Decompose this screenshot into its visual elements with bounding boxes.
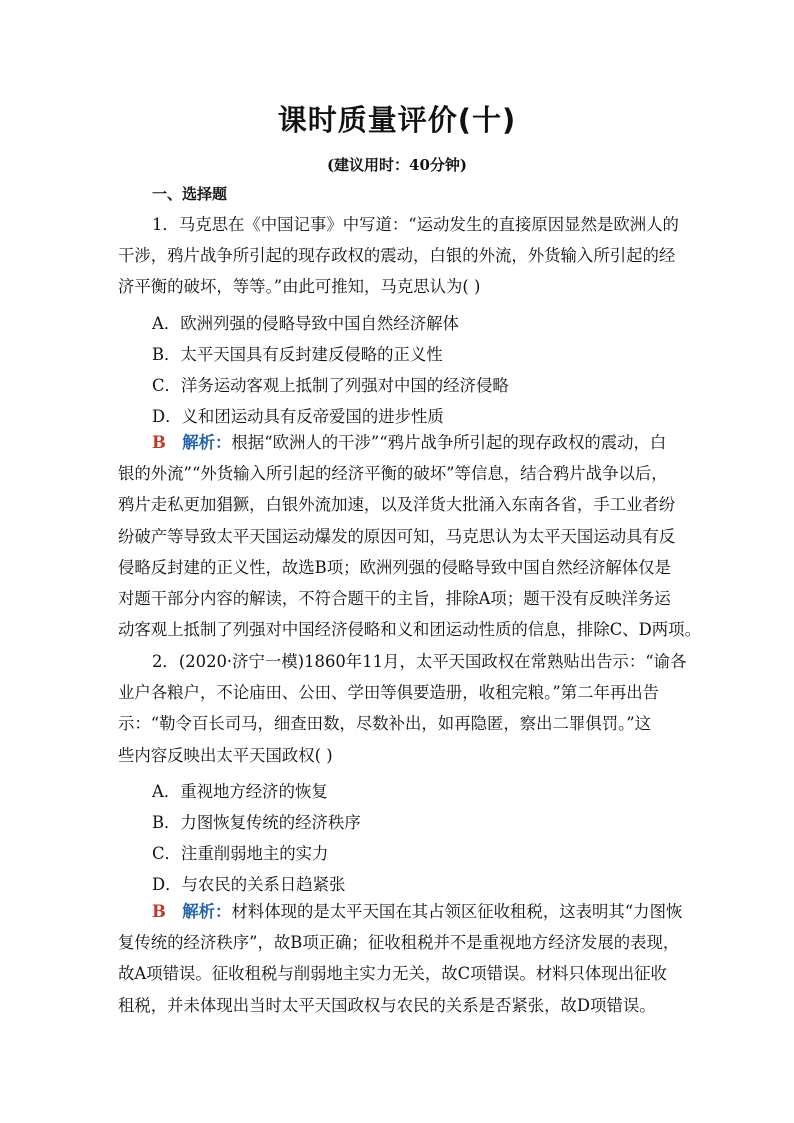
question-2-answer: B: [152, 902, 166, 921]
question-1-option-c: C．洋务运动客观上抵制了列强对中国的经济侵略: [152, 376, 509, 395]
analysis-line: 材料体现的是太平天国在其占领区征收租税，这表明其“力图恢: [231, 902, 683, 921]
question-2-stem-line: 2．(2020·济宁一模)1860年11月，太平天国政权在常熟贴出告示：“谕各: [152, 652, 687, 671]
question-2-stem-line: 业户各粮户，不论庙田、公田、学田等俱要造册，收租完粮。”第二年再出告: [118, 683, 660, 703]
analysis-first-line: [118, 896, 683, 927]
question-1-stem-line: 干涉，鸦片战争所引起的现存政权的震动，白银的外流，外货输入所引起的经: [118, 246, 676, 266]
analysis-line: 纷破产等导致太平天国运动爆发的原因可知，马克思认为太平天国运动具有反: [118, 526, 676, 546]
question-2-option-b: B．力图恢复传统的经济秩序: [152, 813, 361, 832]
question-1-analysis: [118, 427, 701, 645]
analysis-line: 租税，并未体现出当时太平天国政权与农民的关系是否紧张，故D项错误。: [118, 995, 656, 1015]
analysis-line: 银的外流”“外货输入所引起的经济平衡的破坏”等信息，结合鸦片战争以后，: [118, 464, 668, 484]
analysis-label: 解析：: [182, 433, 232, 452]
question-1-stem: [118, 209, 678, 303]
question-2-stem-line: 些内容反映出太平天国政权( ): [118, 745, 333, 765]
question-1-stem-line: 济平衡的破坏，等等。”由此可推知，马克思认为( ): [118, 277, 481, 297]
analysis-line: 鸦片走私更加猖獗，白银外流加速，以及洋货大批涌入东南各省，手工业者纷: [118, 495, 676, 515]
analysis-line: 动客观上抵制了列强对中国经济侵略和义和团运动性质的信息，排除C、D两项。: [118, 620, 701, 640]
question-2-stem: [118, 646, 687, 771]
analysis-label: 解析：: [182, 902, 232, 921]
analysis-first-line: [118, 427, 678, 458]
section-heading: 一、选择题: [152, 185, 228, 203]
analysis-line: 根据“欧洲人的干涉”“鸦片战争所引起的现存政权的震动，白: [231, 433, 667, 452]
analysis-line: 故A项错误。征收租税与削弱地主实力无关，故C项错误。材料只体现出征收: [118, 964, 667, 984]
question-2-analysis: [118, 896, 683, 1021]
question-1-option-a: A．欧洲列强的侵略导致中国自然经济解体: [152, 314, 459, 333]
suggested-time: (建议用时：40分钟): [326, 156, 468, 174]
question-2-option-a: A．重视地方经济的恢复: [152, 782, 328, 801]
question-1-option-b: B．太平天国具有反封建反侵略的正义性: [152, 345, 443, 364]
question-2-stem-line: 示：“勒令百长司马，细查田数，尽数补出，如再隐匿，察出二罪俱罚。”这: [118, 714, 652, 734]
question-1-stem-line: 1．马克思在《中国记事》中写道：“运动发生的直接原因显然是欧洲人的: [152, 215, 679, 234]
analysis-line: 侵略反封建的正义性，故选B项；欧洲列强的侵略导致中国自然经济解体仅是: [118, 557, 671, 577]
page-title: 课时质量评价(十): [277, 103, 517, 137]
question-1-answer: B: [152, 433, 166, 452]
analysis-line: 复传统的经济秩序”，故B项正确；征收租税并不是重视地方经济发展的表现，: [118, 933, 680, 953]
question-1-option-d: D．义和团运动具有反帝爱国的进步性质: [152, 407, 444, 426]
question-2-option-d: D．与农民的关系日趋紧张: [152, 875, 346, 894]
analysis-line: 对题干部分内容的解读，不符合题干的主旨，排除A项；题干没有反映洋务运: [118, 588, 671, 608]
question-2-option-c: C．注重削弱地主的实力: [152, 844, 329, 863]
